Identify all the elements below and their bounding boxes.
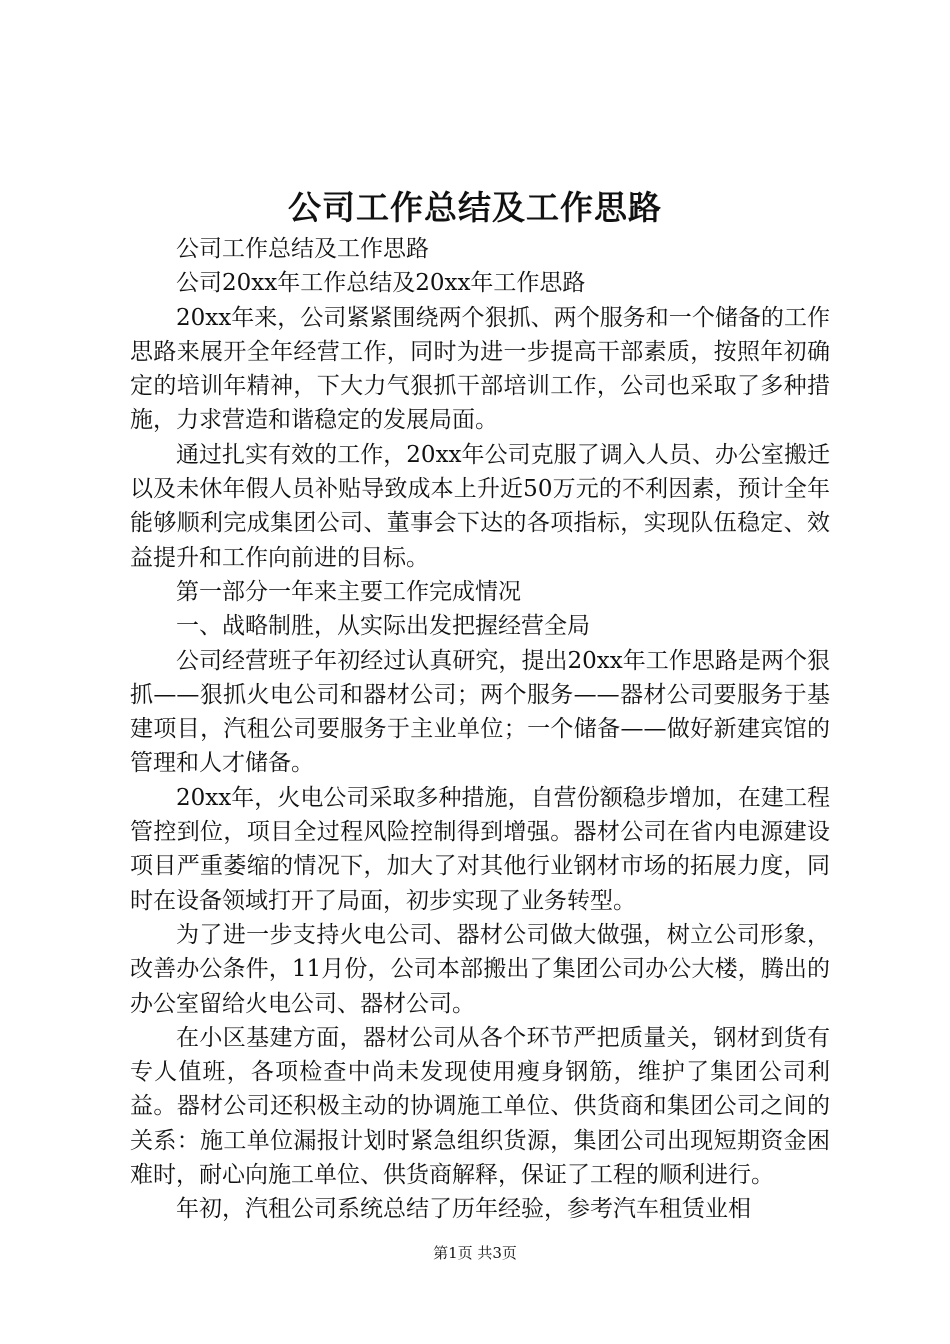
paragraph: 20xx年来，公司紧紧围绕两个狠抓、两个服务和一个储备的工作思路来展开全年经营工作，同时为进一步提高干部素质，按照年初确定的培训年精神，下大力气狠抓干部培训工作，公司也采取了多种措施，力求营造和谐稳定的发展局面。	[130, 304, 830, 434]
paragraph-heading: 公司20xx年工作总结及20xx年工作思路	[176, 270, 586, 297]
paragraph: 在小区基建方面，器材公司从各个环节严把质量关，钢材到货有专人值班，各项检查中尚未发现使用瘦身钢筋，维护了集团公司利益。器材公司还积极主动的协调施工单位、供货商和集团公司之间的关系：施工单位漏报计划时紧急组织货源，集团公司出现短期资金困难时，耐心向施工单位、供货商解释，保证了工程的顺利进行。	[130, 1024, 830, 1189]
paragraph: 20xx年，火电公司采取多种措施，自营份额稳步增加，在建工程管控到位，项目全过程风险控制得到增强。器材公司在省内电源建设项目严重萎缩的情况下，加大了对其他行业钢材市场的拓展力度，同时在设备领域打开了局面，初步实现了业务转型。	[130, 784, 830, 914]
subsection-heading: 一、战略制胜，从实际出发把握经营全局	[176, 613, 590, 640]
section-heading: 第一部分一年来主要工作完成情况	[176, 578, 521, 605]
document-body	[130, 232, 830, 1227]
paragraph: 为了进一步支持火电公司、器材公司做大做强，树立公司形象，改善办公条件，11月份，公司本部搬出了集团公司办公大楼，腾出的办公室留给火电公司、器材公司。	[130, 921, 830, 1017]
page-number-footer: 第1页 共3页	[433, 1244, 517, 1262]
document-title: 公司工作总结及工作思路	[288, 188, 662, 227]
paragraph: 通过扎实有效的工作，20xx年公司克服了调入人员、办公室搬迁以及未休年假人员补贴导致成本上升近50万元的不利因素，预计全年能够顺利完成集团公司、董事会下达的各项指标，实现队伍稳定、效益提升和工作向前进的目标。	[130, 441, 830, 571]
paragraph-subtitle: 公司工作总结及工作思路	[176, 236, 429, 262]
paragraph: 公司经营班子年初经过认真研究，提出20xx年工作思路是两个狠抓——狠抓火电公司和器材公司；两个服务——器材公司要服务于基建项目，汽租公司要服务于主业单位；一个储备——做好新建宾馆的管理和人才储备。	[130, 647, 830, 777]
paragraph: 年初，汽租公司系统总结了历年经验，参考汽车租赁业相	[176, 1196, 751, 1223]
